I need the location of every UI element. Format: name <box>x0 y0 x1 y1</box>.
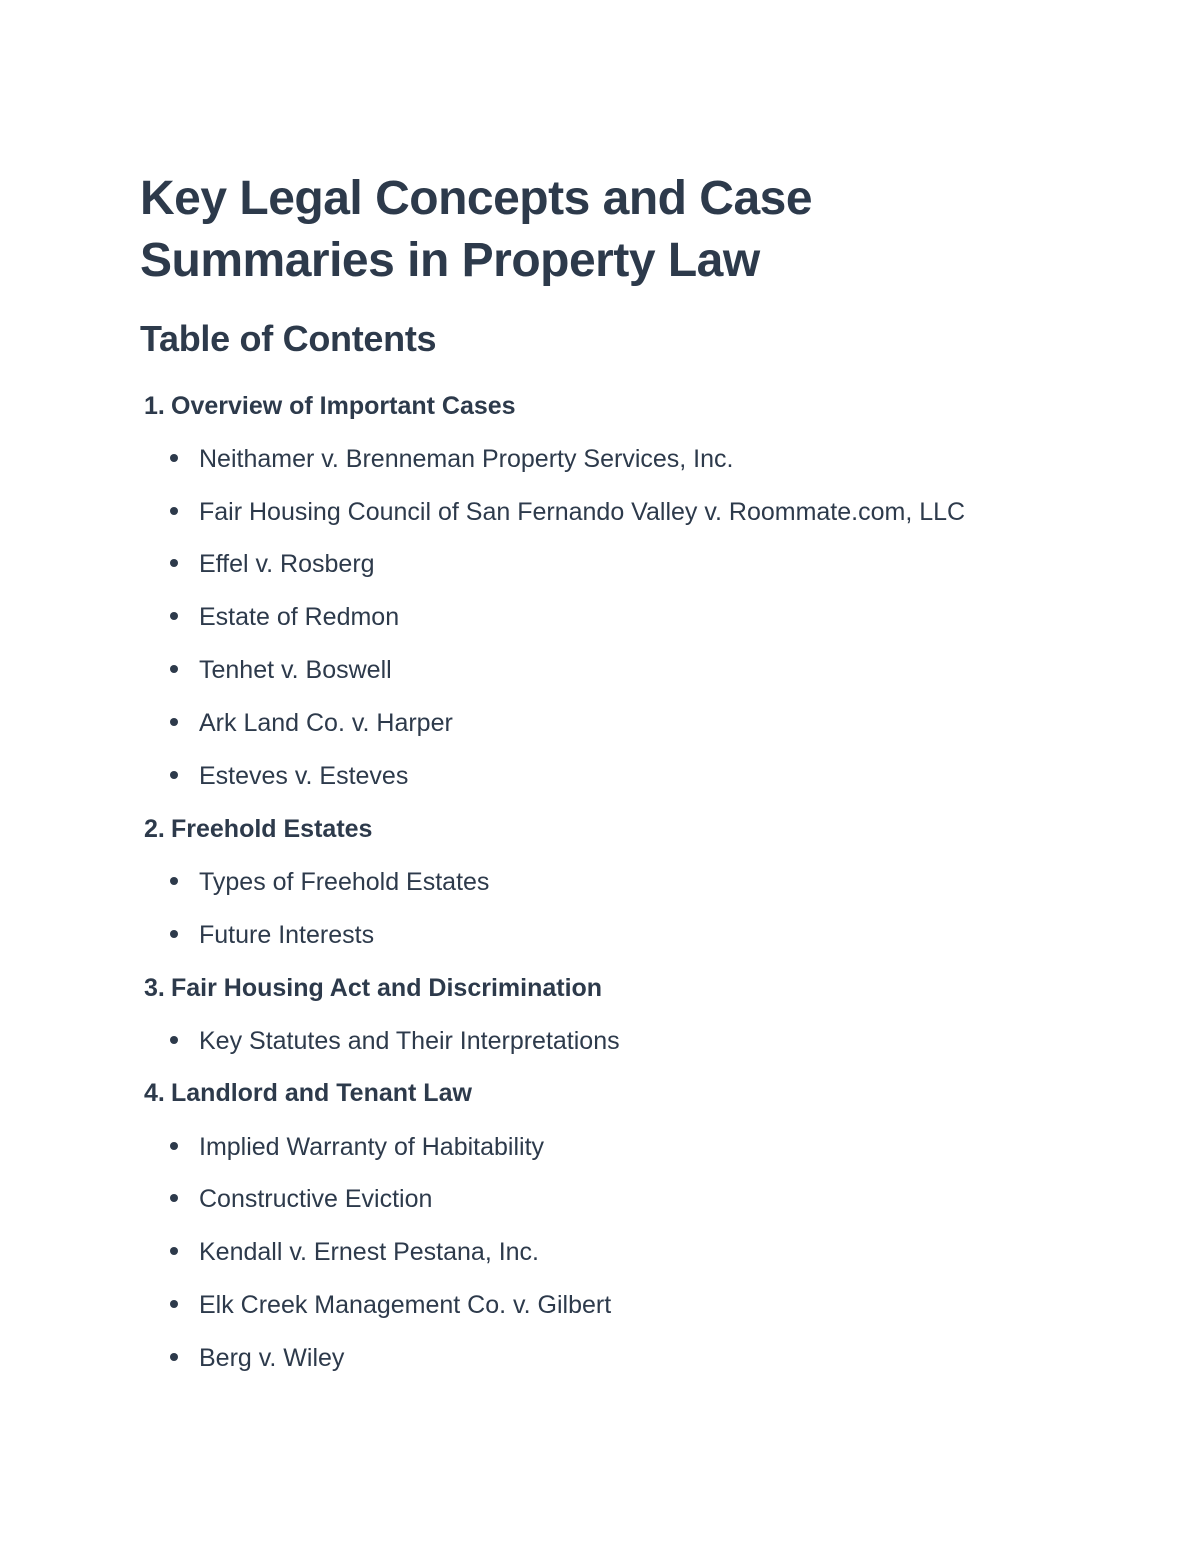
toc-item-label: Tenhet v. Boswell <box>199 656 392 684</box>
toc-item-label: Kendall v. Ernest Pestana, Inc. <box>199 1238 540 1266</box>
bullet-icon <box>170 877 178 885</box>
toc-item[interactable] <box>170 497 965 527</box>
toc-item-label: Future Interests <box>199 921 375 949</box>
bullet-icon <box>170 1194 178 1202</box>
toc-section-1[interactable] <box>144 391 516 421</box>
toc-section-2[interactable] <box>144 814 372 844</box>
toc-item[interactable] <box>170 1026 620 1056</box>
toc-section-title: Overview of Important Cases <box>171 392 516 420</box>
toc-item-label: Elk Creek Management Co. v. Gilbert <box>199 1291 612 1319</box>
toc-item-label: Constructive Eviction <box>199 1185 433 1213</box>
bullet-icon <box>170 1353 178 1361</box>
toc-section-number: 3. <box>144 974 165 1002</box>
toc-item-label: Ark Land Co. v. Harper <box>199 709 453 737</box>
toc-item-label: Neithamer v. Brenneman Property Services, Inc. <box>199 445 734 473</box>
toc-item[interactable] <box>170 1237 539 1267</box>
toc-item[interactable] <box>170 444 733 474</box>
bullet-icon <box>170 507 178 515</box>
toc-section-title: Landlord and Tenant Law <box>171 1079 472 1107</box>
toc-item[interactable] <box>170 602 399 632</box>
bullet-icon <box>170 771 178 779</box>
bullet-icon <box>170 1142 178 1150</box>
toc-item-label: Effel v. Rosberg <box>199 550 375 578</box>
toc-item[interactable] <box>170 655 392 685</box>
toc-item-label: Berg v. Wiley <box>199 1344 345 1372</box>
toc-item-label: Esteves v. Esteves <box>199 762 409 790</box>
bullet-icon <box>170 665 178 673</box>
toc-item-label: Implied Warranty of Habitability <box>199 1133 545 1161</box>
toc-item[interactable] <box>170 549 375 579</box>
toc-section-number: 1. <box>144 392 165 420</box>
toc-item[interactable] <box>170 920 374 950</box>
bullet-icon <box>170 1036 178 1044</box>
bullet-icon <box>170 1300 178 1308</box>
toc-heading: Table of Contents <box>140 318 437 359</box>
toc-item[interactable] <box>170 1184 432 1214</box>
bullet-icon <box>170 612 178 620</box>
document-title: Key Legal Concepts and Case Summaries in Property Law <box>140 172 813 287</box>
toc-section-number: 2. <box>144 815 165 843</box>
bullet-icon <box>170 718 178 726</box>
toc-item[interactable] <box>170 1343 344 1373</box>
toc-section-number: 4. <box>144 1079 165 1107</box>
toc-item[interactable] <box>170 1132 544 1162</box>
toc-item-label: Key Statutes and Their Interpretations <box>199 1027 620 1055</box>
toc-item-label: Fair Housing Council of San Fernando Valley v. Roommate.com, LLC <box>199 498 966 526</box>
toc-item[interactable] <box>170 867 489 897</box>
bullet-icon <box>170 1247 178 1255</box>
bullet-icon <box>170 454 178 462</box>
toc-section-3[interactable] <box>144 973 602 1003</box>
toc-item[interactable] <box>170 708 453 738</box>
toc-section-4[interactable] <box>144 1078 472 1108</box>
toc-item[interactable] <box>170 1290 611 1320</box>
toc-section-title: Fair Housing Act and Discrimination <box>171 974 603 1002</box>
bullet-icon <box>170 559 178 567</box>
toc-item-label: Estate of Redmon <box>199 603 400 631</box>
toc-section-title: Freehold Estates <box>171 815 373 843</box>
toc-item[interactable] <box>170 761 408 791</box>
bullet-icon <box>170 930 178 938</box>
toc-item-label: Types of Freehold Estates <box>199 868 490 896</box>
